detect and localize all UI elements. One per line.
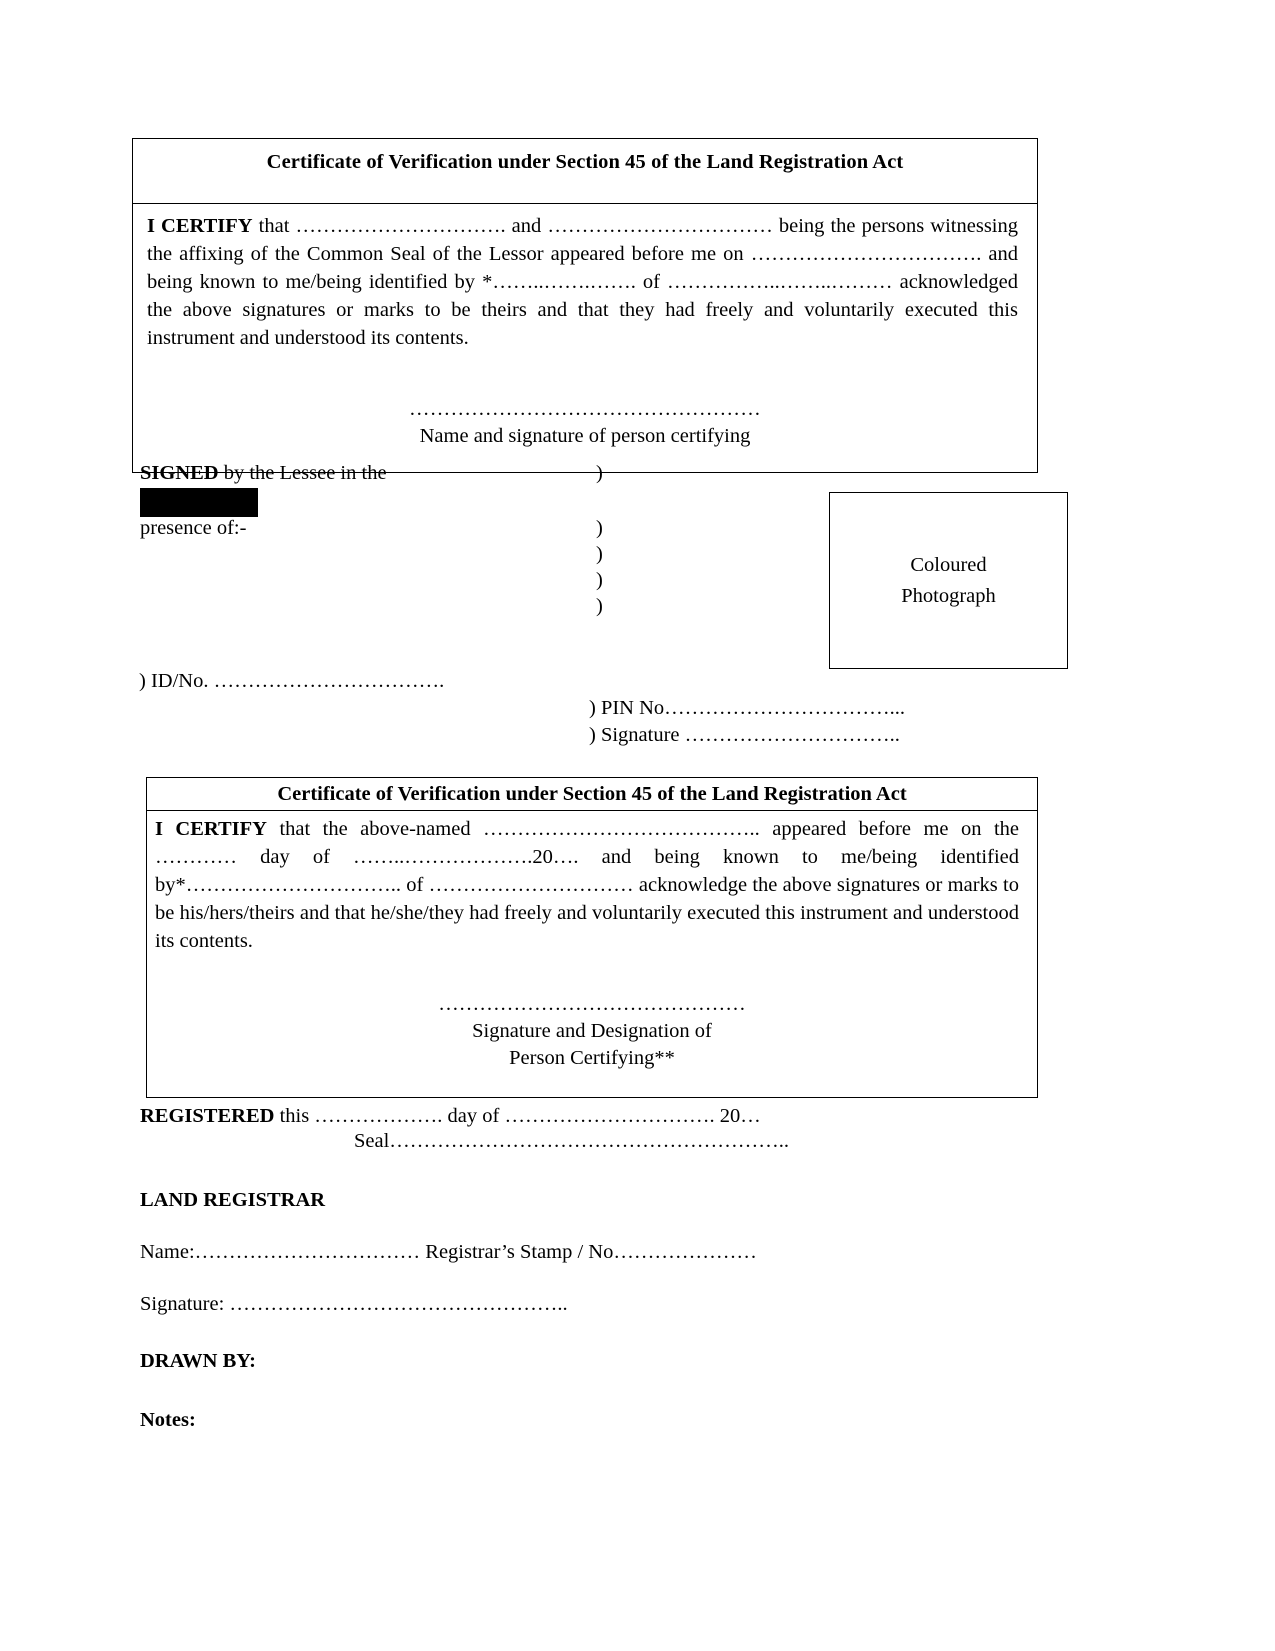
paren-4: ) <box>596 569 603 591</box>
registration-block <box>140 1105 1100 1432</box>
certify-label-2: I CERTIFY <box>155 818 267 840</box>
id-number-line: ) ID/No. ……………………………. <box>139 670 445 692</box>
signed-label-line <box>140 462 387 485</box>
registrar-signature-line: Signature: ………………………………………….. <box>140 1293 568 1315</box>
certificate-box-2 <box>146 777 1038 1098</box>
paren-5: ) <box>596 595 603 617</box>
certificate-2-paragraph <box>155 816 1019 955</box>
certificate-1-text: that …………………………. and …………………………… being the persons witnessing the affixing of the Common Seal of the Lessor appeared before me on ……………………………. and being known to me/being identified by *……..…….……. of ……………..……..……… acknowledged the above signatures or marks to be theirs and that they had freely and voluntarily executed this instrument and understood its contents. <box>147 215 1018 349</box>
certify-label-1: I CERTIFY <box>147 215 253 237</box>
registrar-name-line: Name:…………………………… Registrar’s Stamp / No………………… <box>140 1241 757 1263</box>
drawn-by-heading: DRAWN BY: <box>140 1350 256 1372</box>
seal-line: Seal………………………………………………….. <box>354 1130 790 1152</box>
notes-heading: Notes: <box>140 1409 196 1431</box>
pin-number-line: ) PIN No……………………………... <box>589 697 906 719</box>
certificate-1-signature-caption: Name and signature of person certifying <box>419 425 751 448</box>
certificate-box-1 <box>132 138 1038 473</box>
certificate-2-signature-block <box>147 991 1037 1097</box>
presence-of-label: presence of:- <box>140 517 247 539</box>
certificate-1-signature-block <box>133 396 1037 471</box>
certificate-2-heading: Certificate of Verification under Section 45 of the Land Registration Act <box>147 778 1037 811</box>
paren-3: ) <box>596 543 603 565</box>
certificate-2-signature-caption-line-2: Person Certifying** <box>509 1046 675 1069</box>
paren-2: ) <box>596 517 603 539</box>
certificate-1-signature-dots: …………………………………………… <box>409 398 761 421</box>
witness-signature-line: ) Signature ………………………….. <box>589 724 900 746</box>
registered-line <box>140 1105 1100 1128</box>
certificate-2-body <box>147 811 1037 955</box>
signed-row-1 <box>140 462 1100 488</box>
photo-box-line-1: Coloured <box>910 553 987 576</box>
registered-bold-label: REGISTERED <box>140 1105 275 1127</box>
certificate-1-heading: Certificate of Verification under Section 45 of the Land Registration Act <box>266 151 904 173</box>
certificate-2-signature-dots: ……………………………………… <box>438 993 746 1016</box>
certificate-2-text: that the above-named ………………………………….. appeared before me on the ………… day of ……..……………….20…. and being known to me/being identified by*………………………….. of ………………………… acknowledge the above signatures or marks to be his/hers/theirs and that he/she/they had freely and voluntarily executed this instrument and understood its contents. <box>155 818 1019 952</box>
paren-1: ) <box>596 462 603 484</box>
certificate-2-signature-caption-line-1: Signature and Designation of <box>472 1020 712 1043</box>
photo-box-line-2: Photograph <box>901 584 996 607</box>
registered-rest-label: this ………………. day of …………………………. 20… <box>274 1105 761 1127</box>
certificate-1-body <box>133 204 1037 352</box>
signed-bold-label: SIGNED <box>140 462 219 484</box>
coloured-photograph-box <box>829 492 1068 669</box>
land-registrar-heading: LAND REGISTRAR <box>140 1189 326 1211</box>
signed-rest-label: by the Lessee in the <box>218 462 387 484</box>
certificate-1-paragraph <box>147 213 1018 352</box>
